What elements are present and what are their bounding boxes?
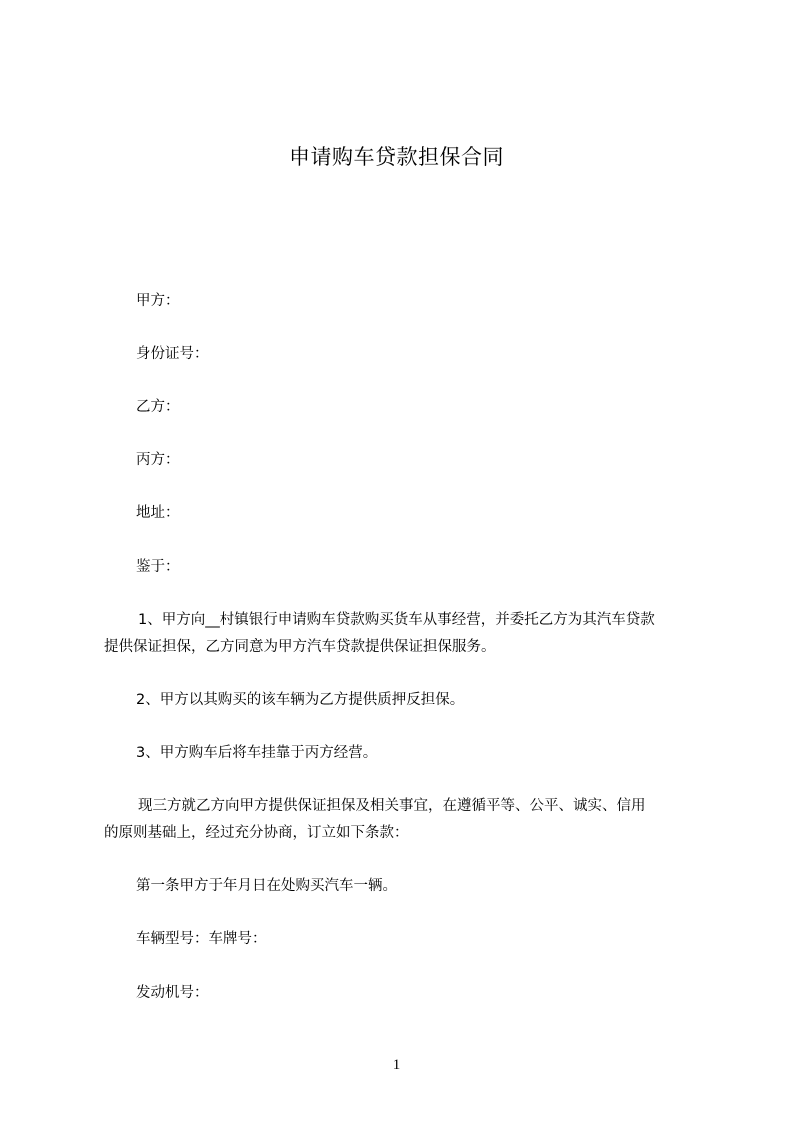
intro-line-2: 的原则基础上，经过充分协商，订立如下条款： <box>104 825 409 841</box>
article-1: 第一条甲方于年月日在处购买汽车一辆。 <box>136 878 397 894</box>
party-b-field: 乙方： <box>136 399 180 415</box>
id-number-field: 身份证号： <box>136 346 209 362</box>
clause-1-line-1: 1、甲方向__村镇银行申请购车贷款购买货车从事经营，并委托乙方为其汽车贷款 <box>138 612 655 628</box>
intro-line-1: 现三方就乙方向甲方提供保证担保及相关事宜，在遵循平等、公平、诚实、信用 <box>138 798 646 814</box>
whereas-heading: 鉴于： <box>136 559 180 575</box>
clause-2: 2、甲方以其购买的该车辆为乙方提供质押反担保。 <box>136 692 465 708</box>
party-c-field: 丙方： <box>136 452 180 468</box>
address-field: 地址： <box>136 505 180 521</box>
page-number: 1 <box>392 1057 401 1073</box>
document-title: 申请购车贷款担保合同 <box>289 145 504 169</box>
vehicle-model-field: 车辆型号：车牌号： <box>136 931 267 947</box>
party-a-field: 甲方： <box>136 293 180 309</box>
engine-number-field: 发动机号： <box>136 985 209 1001</box>
clause-3: 3、甲方购车后将车挂靠于丙方经营。 <box>136 745 378 761</box>
clause-1-line-2: 提供保证担保，乙方同意为甲方汽车贷款提供保证担保服务。 <box>104 639 496 655</box>
